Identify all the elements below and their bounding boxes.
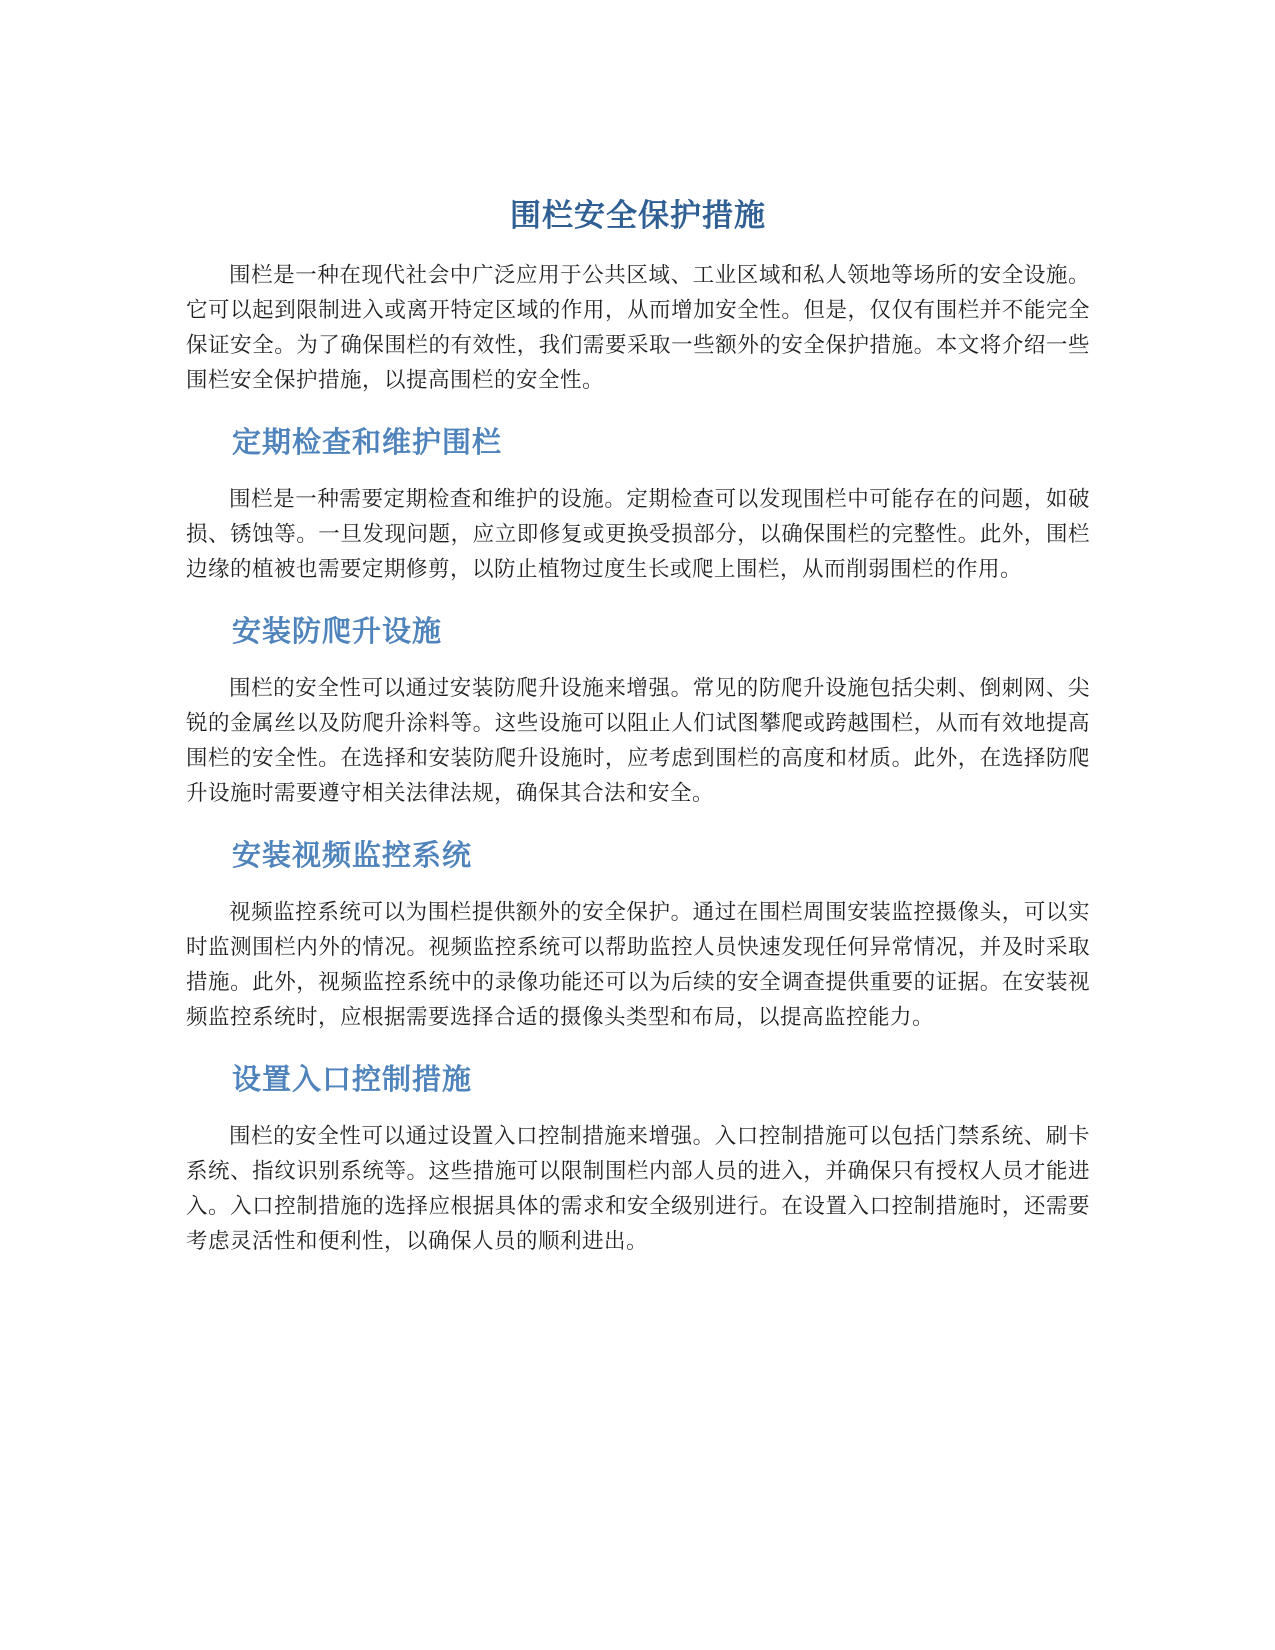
section-body-anti-climb: 围栏的安全性可以通过安装防爬升设施来增强。常见的防爬升设施包括尖刺、倒刺网、尖锐的金属丝以及防爬升涂料等。这些设施可以阻止人们试图攀爬或跨越围栏，从而有效地提高围栏的安全性。在选择和安装防爬升设施时，应考虑到围栏的高度和材质。此外，在选择防爬升设施时需要遵守相关法律法规，确保其合法和安全。 xyxy=(186,676,1090,806)
section-heading-anti-climb: 安装防爬升设施 xyxy=(232,614,443,648)
intro-paragraph: 围栏是一种在现代社会中广泛应用于公共区域、工业区域和私人领地等场所的安全设施。它可以起到限制进入或离开特定区域的作用，从而增加安全性。但是，仅仅有围栏并不能完全保证安全。为了确保围栏的有效性，我们需要采取一些额外的安全保护措施。本文将介绍一些围栏安全保护措施，以提高围栏的安全性。 xyxy=(186,263,1090,393)
document-title: 围栏安全保护措施 xyxy=(510,198,766,234)
section-heading-video-surveillance: 安装视频监控系统 xyxy=(232,838,473,872)
section-heading-entry-control: 设置入口控制措施 xyxy=(232,1062,473,1096)
section-heading-inspection: 定期检查和维护围栏 xyxy=(232,425,503,459)
section-body-video-surveillance: 视频监控系统可以为围栏提供额外的安全保护。通过在围栏周围安装监控摄像头，可以实时监测围栏内外的情况。视频监控系统可以帮助监控人员快速发现任何异常情况，并及时采取措施。此外，视频监控系统中的录像功能还可以为后续的安全调查提供重要的证据。在安装视频监控系统时，应根据需要选择合适的摄像头类型和布局，以提高监控能力。 xyxy=(186,900,1090,1030)
section-body-entry-control: 围栏的安全性可以通过设置入口控制措施来增强。入口控制措施可以包括门禁系统、刷卡系统、指纹识别系统等。这些措施可以限制围栏内部人员的进入，并确保只有授权人员才能进入。入口控制措施的选择应根据具体的需求和安全级别进行。在设置入口控制措施时，还需要考虑灵活性和便利性，以确保人员的顺利进出。 xyxy=(186,1124,1090,1254)
document-content xyxy=(186,190,1090,1259)
section-body-inspection: 围栏是一种需要定期检查和维护的设施。定期检查可以发现围栏中可能存在的问题，如破损、锈蚀等。一旦发现问题，应立即修复或更换受损部分，以确保围栏的完整性。此外，围栏边缘的植被也需要定期修剪，以防止植物过度生长或爬上围栏，从而削弱围栏的作用。 xyxy=(186,487,1090,582)
